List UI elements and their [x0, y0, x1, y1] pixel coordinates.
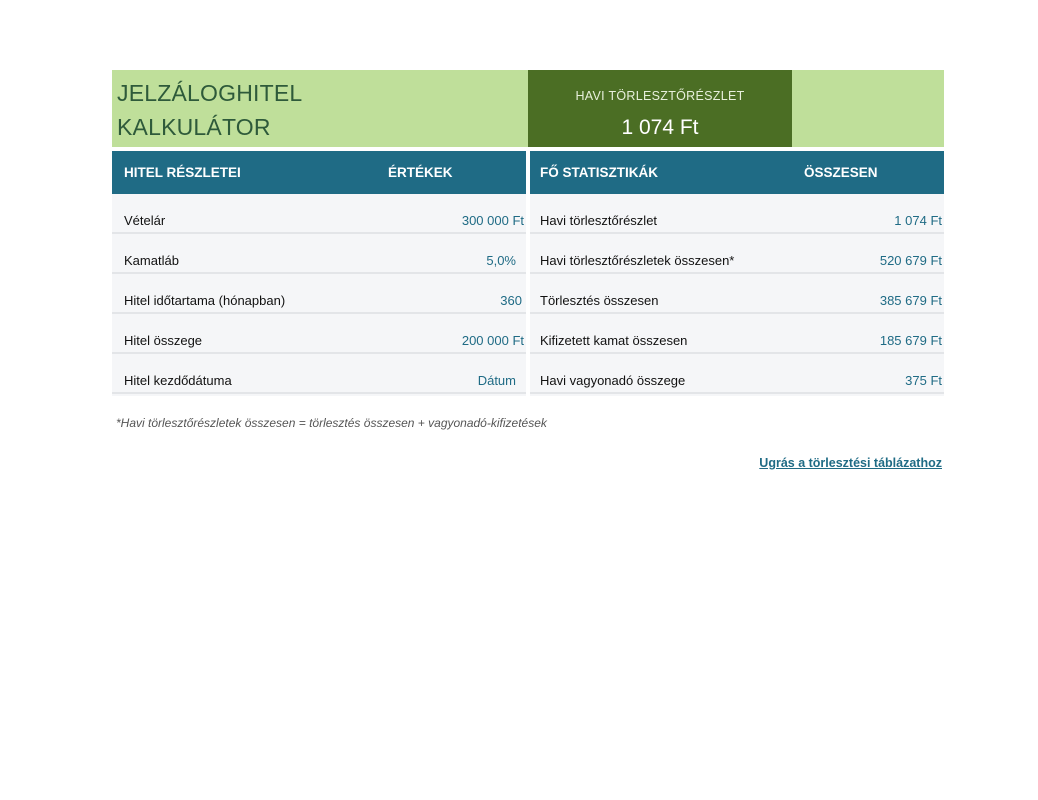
table-row — [112, 274, 526, 314]
loan-details-header — [112, 151, 526, 194]
monthly-payment-box — [528, 70, 792, 147]
row-label: Havi vagyonadó összege — [540, 373, 686, 388]
row-label: Hitel összege — [124, 333, 203, 348]
table-row — [530, 314, 944, 354]
table-row — [530, 234, 944, 274]
row-value: 185 679 Ft — [879, 333, 942, 348]
row-label: Törlesztés összesen — [540, 293, 659, 308]
row-label: Kifizetett kamat összesen — [540, 333, 688, 348]
monthly-payment-value: 1 074 Ft — [621, 116, 699, 139]
table-row — [112, 354, 526, 394]
footnote: *Havi törlesztőrészletek összesen = törlesztés összesen + vagyonadó-kifizetések — [116, 416, 547, 430]
row-value: 520 679 Ft — [879, 253, 942, 268]
row-value: 385 679 Ft — [879, 293, 942, 308]
row-value[interactable]: 300 000 Ft — [461, 213, 524, 228]
row-value[interactable]: 200 000 Ft — [461, 333, 524, 348]
row-value[interactable]: Dátum — [477, 373, 516, 388]
loan-details-header-value: ÉRTÉKEK — [388, 165, 453, 180]
table-row — [112, 314, 526, 354]
key-stats-table — [530, 194, 944, 396]
amortization-schedule-link[interactable]: Ugrás a törlesztési táblázathoz — [759, 456, 942, 470]
loan-details-header-label: HITEL RÉSZLETEI — [124, 165, 241, 180]
table-row — [112, 194, 526, 234]
table-row — [112, 234, 526, 274]
key-stats-header-value: ÖSSZESEN — [804, 165, 878, 180]
table-row — [530, 354, 944, 394]
key-stats-header-label: FŐ STATISZTIKÁK — [540, 165, 658, 180]
row-label: Hitel kezdődátuma — [124, 373, 232, 388]
monthly-payment-label: HAVI TÖRLESZTŐRÉSZLET — [575, 89, 745, 103]
table-row — [530, 274, 944, 314]
loan-details-table — [112, 194, 526, 396]
row-value[interactable]: 360 — [500, 293, 522, 308]
key-stats-header — [530, 151, 944, 194]
row-label: Havi törlesztőrészlet — [540, 213, 658, 228]
title-line-1: JELZÁLOGHITEL — [117, 80, 303, 106]
title-line-2: KALKULÁTOR — [117, 114, 271, 140]
row-value: 375 Ft — [905, 373, 942, 388]
row-value: 1 074 Ft — [894, 213, 942, 228]
row-value[interactable]: 5,0% — [486, 253, 516, 268]
row-label: Vételár — [124, 213, 166, 228]
row-label: Havi törlesztőrészletek összesen* — [540, 253, 735, 268]
table-row — [530, 194, 944, 234]
page-title — [117, 76, 302, 144]
row-label: Hitel időtartama (hónapban) — [124, 293, 286, 308]
row-label: Kamatláb — [124, 253, 179, 268]
